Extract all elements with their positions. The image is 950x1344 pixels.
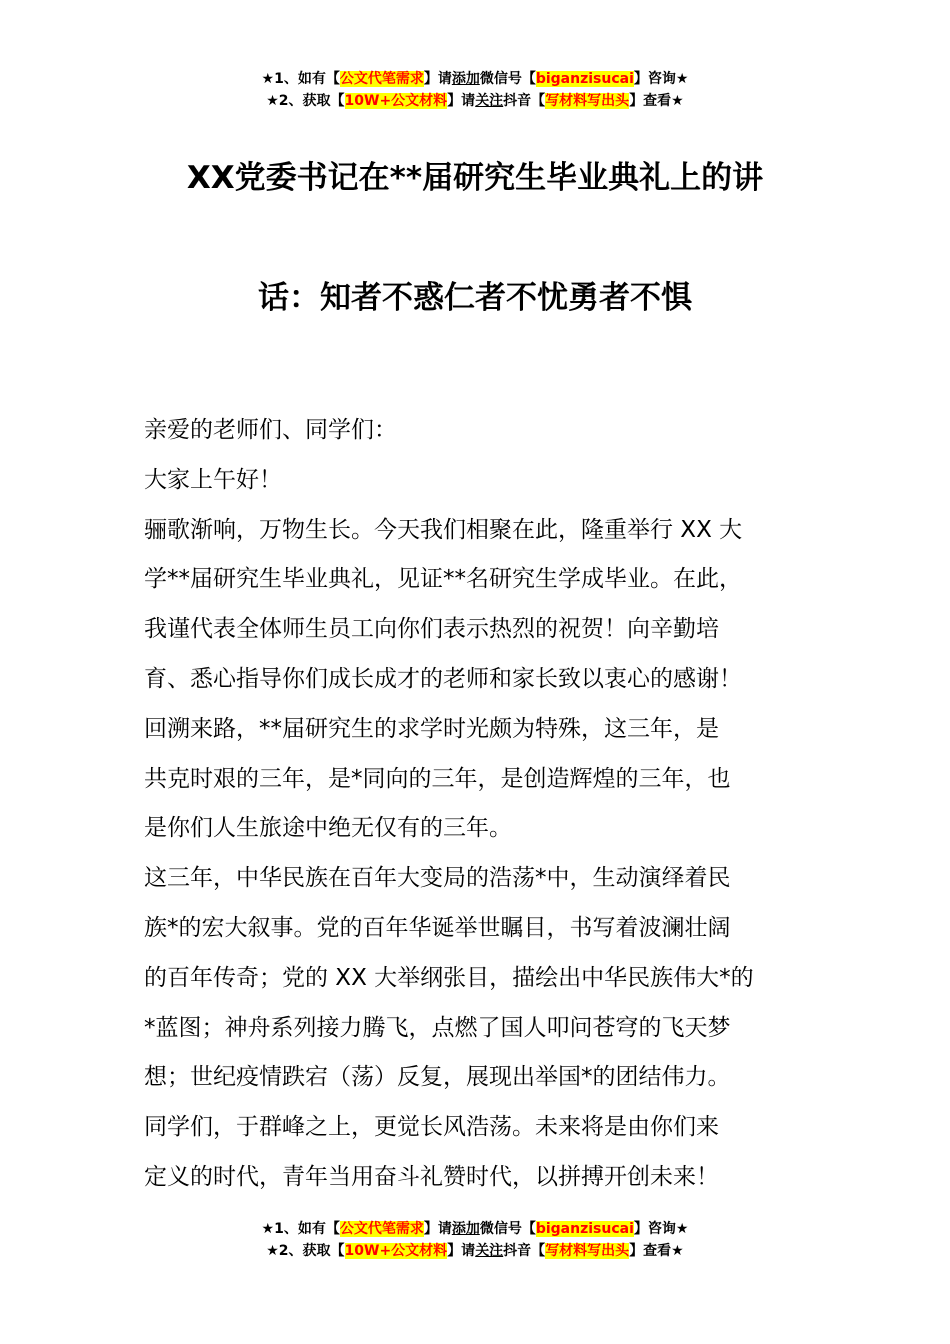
document-body bbox=[144, 406, 834, 1203]
promo-text: 微信号【 bbox=[479, 1221, 536, 1237]
promo-highlight-douyin: 写材料写出头 bbox=[545, 93, 630, 109]
body-line: 育、悉心指导你们成长成才的老师和家长致以衷心的感谢！ bbox=[144, 665, 742, 692]
promo-text: 抖音【 bbox=[503, 1243, 546, 1259]
promo-line-2 bbox=[0, 90, 950, 112]
promo-highlight: 10W+公文材料 bbox=[344, 1243, 448, 1259]
document-title-line-2: 话：知者不惑仁者不忧勇者不惧 bbox=[258, 280, 692, 316]
body-line: 骊歌渐响，万物生长。今天我们相聚在此，隆重举行 XX 大 bbox=[144, 516, 743, 543]
promo-underlined: 关注 bbox=[475, 93, 504, 109]
promo-text: 】请 bbox=[423, 1221, 452, 1237]
promo-text: ★2、获取【 bbox=[266, 93, 345, 109]
body-line: 亲爱的老师们、同学们： bbox=[144, 417, 397, 443]
body-line: 同学们，于群峰之上，更觉长风浩荡。未来将是由你们来 bbox=[144, 1114, 719, 1141]
promo-highlight-douyin: 写材料写出头 bbox=[545, 1243, 630, 1259]
promo-underlined: 添加 bbox=[451, 71, 480, 87]
promo-line-1 bbox=[0, 1218, 950, 1240]
body-line: 定义的时代，青年当用奋斗礼赞时代，以拼搏开创未来！ bbox=[144, 1163, 719, 1190]
promo-line-2 bbox=[0, 1240, 950, 1262]
promo-text: 】咨询★ bbox=[633, 1221, 689, 1237]
promo-highlight: 10W+公文材料 bbox=[344, 93, 448, 109]
promo-highlight: 公文代笔需求 bbox=[339, 71, 424, 87]
body-line: *蓝图；神舟系列接力腾飞，点燃了国人叩问苍穹的飞天梦 bbox=[144, 1014, 731, 1041]
body-line: 大家上午好！ bbox=[144, 466, 282, 493]
promo-underlined: 添加 bbox=[451, 1221, 480, 1237]
promo-text: 抖音【 bbox=[503, 93, 546, 109]
promo-text: 】查看★ bbox=[629, 1243, 684, 1259]
promo-line-1 bbox=[0, 68, 950, 90]
promo-highlight-wechat: biganzisucai bbox=[535, 71, 634, 87]
promo-text: ★1、如有【 bbox=[261, 1221, 340, 1237]
body-line: 想；世纪疫情跌宕（荡）反复，展现出举国*的团结伟力。 bbox=[144, 1064, 731, 1091]
promo-text: 微信号【 bbox=[479, 71, 536, 87]
promo-text: ★2、获取【 bbox=[266, 1243, 345, 1259]
promo-text: 】查看★ bbox=[629, 93, 684, 109]
body-line: 我谨代表全体师生员工向你们表示热烈的祝贺！向辛勤培 bbox=[144, 616, 719, 643]
body-line: 回溯来路，**届研究生的求学时光颇为特殊，这三年，是 bbox=[144, 715, 719, 742]
document-title-line-1: XX党委书记在**届研究生毕业典礼上的讲 bbox=[186, 160, 764, 196]
body-line: 共克时艰的三年，是*同向的三年，是创造辉煌的三年，也 bbox=[144, 765, 731, 792]
promo-text: 】请 bbox=[423, 71, 452, 87]
body-line: 是你们人生旅途中绝无仅有的三年。 bbox=[144, 815, 512, 842]
promo-text: 】请 bbox=[447, 1243, 476, 1259]
promo-text: 】咨询★ bbox=[633, 71, 689, 87]
body-line: 这三年，中华民族在百年大变局的浩荡*中，生动演绎着民 bbox=[144, 865, 731, 892]
body-line: 学**届研究生毕业典礼，见证**名研究生学成毕业。在此， bbox=[144, 566, 742, 593]
header-promo-banner bbox=[0, 68, 950, 112]
promo-text: 】请 bbox=[447, 93, 476, 109]
promo-highlight-wechat: biganzisucai bbox=[535, 1221, 634, 1237]
body-line: 的百年传奇；党的 XX 大举纲张目，描绘出中华民族伟大*的 bbox=[144, 964, 754, 991]
promo-underlined: 关注 bbox=[475, 1243, 504, 1259]
promo-text: ★1、如有【 bbox=[261, 71, 340, 87]
footer-promo-banner bbox=[0, 1218, 950, 1262]
body-line: 族*的宏大叙事。党的百年华诞举世瞩目，书写着波澜壮阔 bbox=[144, 914, 731, 941]
promo-highlight: 公文代笔需求 bbox=[339, 1221, 424, 1237]
